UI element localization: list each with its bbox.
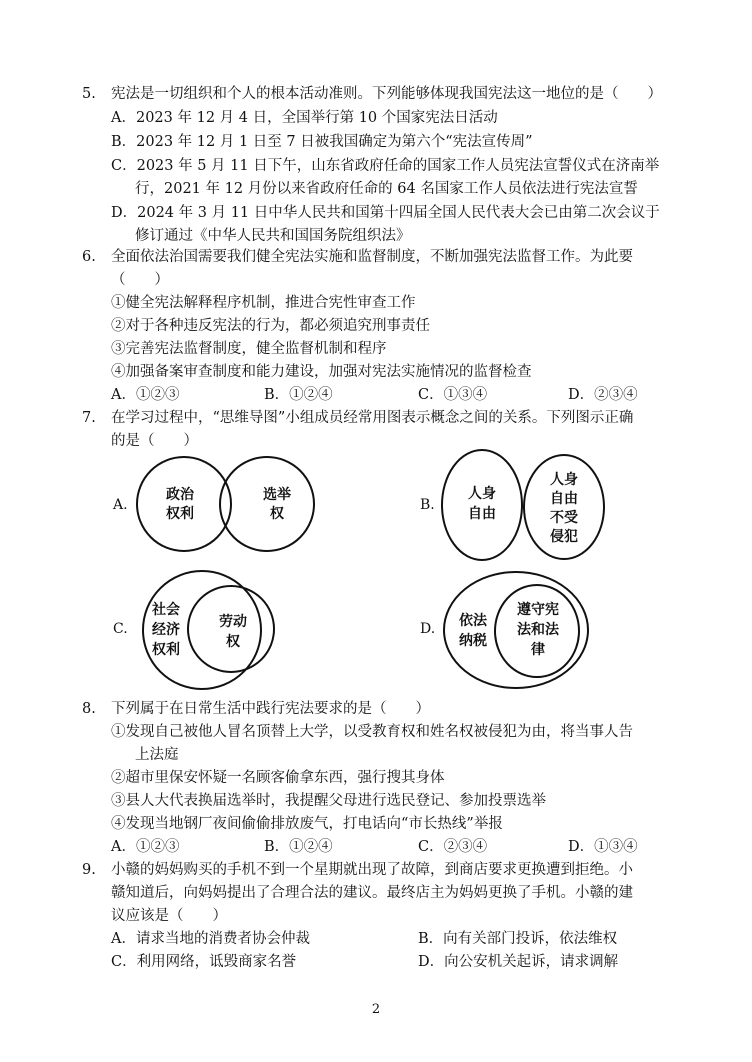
q7-stem-cont: 的是（ ） bbox=[111, 433, 198, 449]
diagram-d-outer-line2: 纳税 bbox=[459, 633, 487, 649]
diagram-a-right-line1: 选举 bbox=[263, 487, 291, 503]
q8-choice-a: A．①②③ bbox=[111, 839, 180, 855]
q6-stem: 全面依法治国需要我们健全宪法实施和监督制度，不断加强宪法监督工作。为此要 bbox=[111, 249, 633, 265]
q6-stem-cont: （ ） bbox=[111, 272, 169, 288]
diagram-b-left-line2: 自由 bbox=[468, 506, 496, 522]
diagram-a bbox=[130, 448, 320, 560]
q9-stem-line3: 议应该是（ ） bbox=[111, 908, 227, 924]
diagram-c-outer-line1: 社会 bbox=[152, 602, 180, 618]
q6-item-3: ③完善宪法监督制度，健全监督机制和程序 bbox=[111, 341, 387, 357]
q8-stem: 下列属于在日常生活中践行宪法要求的是（ ） bbox=[111, 701, 430, 717]
q6-choice-a: A．①②③ bbox=[111, 387, 180, 403]
q9-stem-line1: 小赣的妈妈购买的手机不到一个星期就出现了故障，到商店要求更换遭到拒绝。小 bbox=[111, 862, 633, 878]
q9-choice-a: A．请求当地的消费者协会仲裁 bbox=[111, 931, 310, 947]
diagram-c-inner-line1: 劳动 bbox=[219, 614, 247, 630]
q8-choice-d: D．①③④ bbox=[568, 839, 638, 855]
diagram-b-right-line3: 不受 bbox=[550, 510, 578, 526]
diagram-a-left-line1: 政治 bbox=[166, 487, 194, 503]
q8-item-4: ④发现当地钢厂夜间偷偷排放废气，打电话向“市长热线”举报 bbox=[111, 816, 503, 832]
diagram-a-left-circle bbox=[137, 457, 231, 551]
page-number: 2 bbox=[371, 1002, 381, 1017]
diagram-b-letter: B. bbox=[420, 497, 435, 513]
diagram-a-right-line2: 权 bbox=[270, 506, 284, 522]
q5-option-d: D．2024 年 3 月 11 日中华人民共和国第十四届全国人民代表大会已由第二次会议于 bbox=[111, 205, 660, 221]
q5-number: 5. bbox=[82, 86, 96, 102]
diagram-c-outer-line2: 经济 bbox=[152, 622, 180, 638]
q8-item-1-cont: 上法庭 bbox=[135, 747, 179, 763]
diagram-c bbox=[130, 568, 280, 692]
q6-choice-b: B．①②④ bbox=[264, 387, 333, 403]
q5-option-a: A．2023 年 12 月 4 日，全国举行第 10 个国家宪法日活动 bbox=[111, 110, 498, 126]
q8-item-2: ②超市里保安怀疑一名顾客偷拿东西，强行搜其身体 bbox=[111, 770, 445, 786]
q5-option-d-cont: 修订通过《中华人民共和国国务院组织法》 bbox=[135, 228, 411, 244]
diagram-d-letter: D. bbox=[420, 621, 436, 637]
diagram-b-right-line1: 人身 bbox=[550, 472, 578, 488]
diagram-b-left-line1: 人身 bbox=[468, 486, 496, 502]
q9-choice-d: D．向公安机关起诉，请求调解 bbox=[418, 954, 619, 970]
diagram-a-letter: A. bbox=[113, 497, 128, 513]
diagram-a-right-circle bbox=[220, 457, 314, 551]
q6-choice-c: C．①③④ bbox=[418, 387, 488, 403]
diagram-b-right-line4: 侵犯 bbox=[550, 529, 578, 545]
diagram-b-right-line2: 自由 bbox=[550, 491, 578, 507]
diagram-b-left-oval bbox=[442, 450, 522, 560]
diagram-d-inner-line3: 律 bbox=[531, 642, 545, 658]
q6-item-2: ②对于各种违反宪法的行为，都必须追究刑事责任 bbox=[111, 318, 430, 334]
q8-number: 8. bbox=[82, 701, 96, 717]
diagram-b bbox=[440, 446, 620, 564]
q5-stem: 宪法是一切组织和个人的根本活动准则。下列能够体现我国宪法这一地位的是（ ） bbox=[111, 86, 662, 102]
q6-number: 6. bbox=[82, 249, 96, 265]
q8-item-1: ①发现自己被他人冒名顶替上大学，以受教育权和姓名权被侵犯为由，将当事人告 bbox=[111, 724, 633, 740]
q6-item-4: ④加强备案审查制度和能力建设，加强对宪法实施情况的监督检查 bbox=[111, 364, 532, 380]
q8-item-3: ③县人大代表换届选举时，我提醒父母进行选民登记、参加投票选举 bbox=[111, 793, 546, 809]
diagram-c-inner-line2: 权 bbox=[226, 634, 240, 650]
q9-number: 9. bbox=[82, 862, 96, 878]
diagram-d-inner-line2: 法和法 bbox=[517, 622, 559, 638]
diagram-d bbox=[440, 570, 590, 694]
diagram-a-left-line2: 权利 bbox=[166, 506, 194, 522]
q5-option-b: B．2023 年 12 月 1 日至 7 日被我国确定为第六个“宪法宣传周” bbox=[111, 134, 533, 150]
q8-choice-c: C．②③④ bbox=[418, 839, 488, 855]
diagram-d-outer-line1: 依法 bbox=[459, 613, 487, 629]
q9-choice-c: C．利用网络，诋毁商家名誉 bbox=[111, 954, 297, 970]
diagram-d-inner-line1: 遵守宪 bbox=[517, 602, 559, 618]
q6-choice-d: D．②③④ bbox=[568, 387, 638, 403]
q9-choice-b: B．向有关部门投诉，依法维权 bbox=[418, 931, 618, 947]
q7-number: 7. bbox=[82, 410, 96, 426]
diagram-c-letter: C. bbox=[113, 621, 128, 637]
q5-option-c-cont: 行，2021 年 12 月份以来省政府任命的 64 名国家工作人员依法进行宪法宣誓 bbox=[135, 181, 638, 197]
q5-option-c: C．2023 年 5 月 11 日下午，山东省政府任命的国家工作人员宪法宣誓仪式在济南举 bbox=[111, 158, 660, 174]
q7-stem: 在学习过程中，“思维导图”小组成员经常用图表示概念之间的关系。下列图示正确 bbox=[111, 410, 634, 426]
diagram-c-outer-line3: 权利 bbox=[152, 642, 180, 658]
q9-stem-line2: 赣知道后，向妈妈提出了合理合法的建议。最终店主为妈妈更换了手机。小赣的建 bbox=[111, 885, 633, 901]
q6-item-1: ①健全宪法解释程序机制，推进合宪性审查工作 bbox=[111, 295, 416, 311]
q8-choice-b: B．①②④ bbox=[264, 839, 333, 855]
